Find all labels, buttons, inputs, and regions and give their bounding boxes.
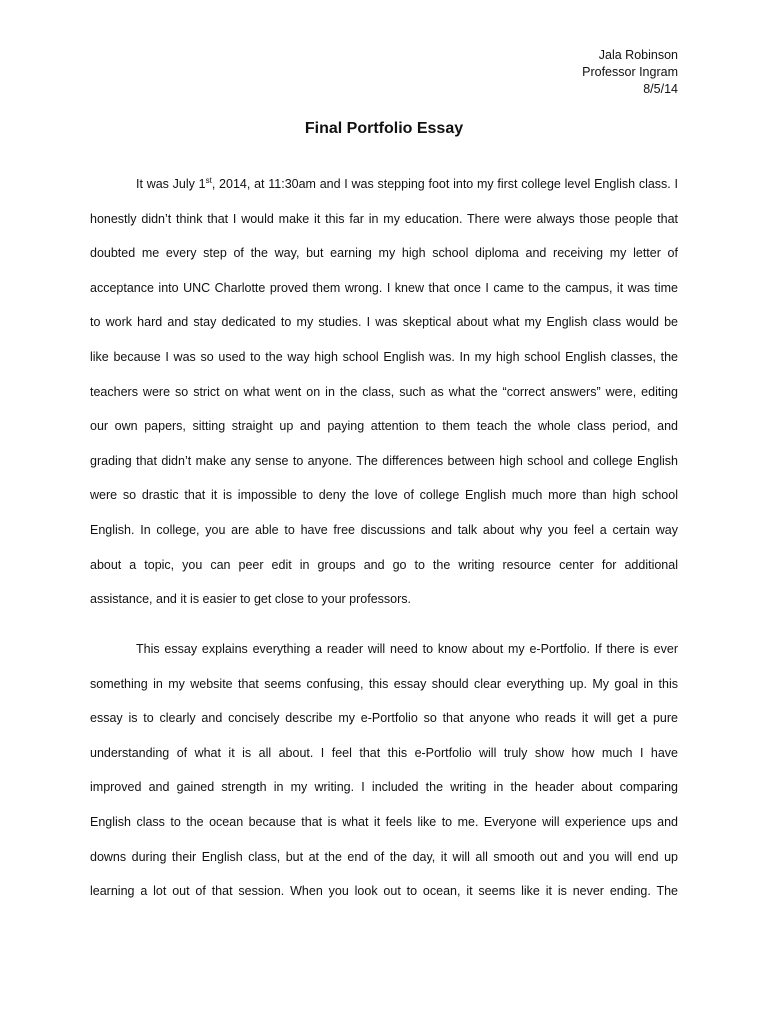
professor-name: Professor Ingram [582, 65, 678, 79]
paragraph-line: improved and gained strength in my writing. I included the writing in the header about comparing [90, 780, 678, 795]
paragraph-line: essay is to clearly and concisely describe my e-Portfolio so that anyone who reads it will get a pure [90, 711, 678, 726]
paragraph-line: English class to the ocean because that is what it feels like to me. Everyone will experience ups and [90, 814, 678, 829]
paragraph-line: assistance, and it is easier to get close to your professors. [90, 592, 411, 607]
author-heading [582, 47, 678, 98]
paragraph-line: teachers were so strict on what went on in the class, such as what the “correct answers” were, editing [90, 384, 678, 399]
paragraph-line: acceptance into UNC Charlotte proved them wrong. I knew that once I came to the campus, it was time [90, 280, 678, 295]
paragraph-line: were so drastic that it is impossible to deny the love of college English much more than high school [90, 488, 678, 503]
paragraph-line: to work hard and stay dedicated to my studies. I was skeptical about what my English class would be [90, 315, 678, 330]
paragraph-line: like because I was so used to the way high school English was. In my high school English classes, the [90, 349, 678, 364]
paragraph-line: our own papers, sitting straight up and paying attention to them teach the whole class period, and [90, 419, 678, 434]
ordinal-suffix: st [205, 175, 212, 185]
paragraph-line: understanding of what it is all about. I feel that this e-Portfolio will truly show how much I have [90, 745, 678, 760]
author-name: Jala Robinson [598, 48, 678, 62]
paragraph-1 [90, 167, 678, 617]
paragraph-line: about a topic, you can peer edit in groups and go to the writing resource center for additional [90, 557, 678, 572]
paragraph-line: It was July 1st, 2014, at 11:30am and I was stepping foot into my first college level English class. I [136, 175, 678, 191]
paragraph-line: doubted me every step of the way, but earning my high school diploma and receiving my letter of [90, 246, 678, 261]
essay-date: 8/5/14 [643, 82, 678, 96]
paragraph-line: learning a lot out of that session. When you look out to ocean, it seems like it is never ending. The [90, 884, 678, 899]
paragraph-line: grading that didn’t make any sense to anyone. The differences between high school and college English [90, 453, 678, 468]
paragraph-line: English. In college, you are able to have free discussions and talk about why you feel a certain way [90, 522, 678, 537]
essay-title: Final Portfolio Essay [304, 120, 464, 137]
paragraph-2 [90, 632, 678, 909]
paragraph-line: This essay explains everything a reader will need to know about my e-Portfolio. If there is ever [136, 642, 678, 656]
paragraph-line: downs during their English class, but at the end of the day, it will all smooth out and you will end up [90, 849, 678, 864]
paragraph-line: something in my website that seems confusing, this essay should clear everything up. My goal in this [90, 676, 678, 691]
paragraph-line: honestly didn’t think that I would make it this far in my education. There were always those people that [90, 211, 678, 226]
